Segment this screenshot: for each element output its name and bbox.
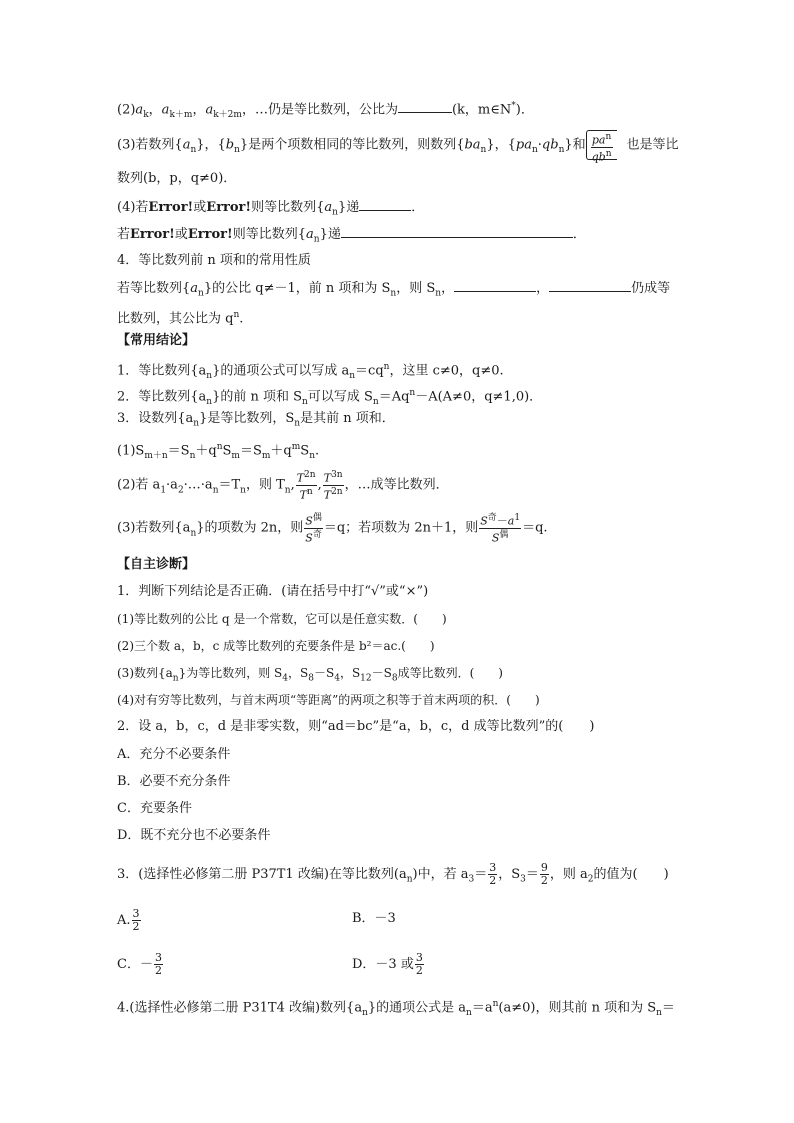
answer-blank[interactable] bbox=[398, 100, 452, 113]
diagnosis-title: 【自主诊断】 bbox=[117, 557, 196, 572]
section-4-line: 若等比数列$\{a_n\}$的公比 q≠－1，前 n 项和为 $S_n$，则 $S_n$， ， 仍成等 bbox=[117, 281, 671, 299]
question-3-option-d[interactable]: D．－3 或 $\frac{3}{2}$ bbox=[352, 951, 423, 977]
fraction: $\frac{S^偶}{S^奇}$ bbox=[305, 513, 322, 545]
question-1-item-4: (4)对有穷等比数列，与首末两项“等距离”的两项之积等于首末两项的积．( ) bbox=[117, 693, 540, 707]
error-text: Error! bbox=[206, 200, 252, 215]
section-4-title: 4．等比数列前 n 项和的常用性质 bbox=[117, 253, 311, 268]
question-2-option-b[interactable]: B．必要不充分条件 bbox=[117, 774, 231, 789]
question-1-item-1: (1)等比数列的公比 q 是一个常数，它可以是任意实数．( ) bbox=[117, 612, 447, 626]
fraction: $\frac{S^奇-a^1}{S^偶}$ bbox=[480, 513, 521, 545]
property-4-line: (4)若Error!或Error!则等比数列$\{a_n\}$递 ． bbox=[117, 200, 425, 218]
property-4-line-2: 若Error!或Error!则等比数列$\{a_n\}$递 ． bbox=[117, 227, 586, 245]
conclusion-1: 1．等比数列$\{a_n\}$的通项公式可以写成 $a_n=cq^n$，这里 c≠0，q≠0. bbox=[117, 362, 504, 381]
fraction: $\frac{T^{3n}}{T^{2n}}$ bbox=[323, 470, 343, 502]
error-text: Error! bbox=[130, 227, 175, 242]
fraction: $\frac{T^{2n}}{T^n}$ bbox=[296, 470, 316, 502]
property-2-line: $(2)a_k$，$a_{k+m}$，$a_{k+2m}$，…仍是等比数列，公比为 (k，m∈N*)． bbox=[117, 101, 534, 120]
property-3-line: (3)若数列$\{a_n\}$，$\{b_n\}$是两个项数相同的等比数列，则数列$\{ba_n\}$，$\{pa_n\cdot qb_n\}$和 $\frac{pa^n}{qb^n}$ 也是等比 bbox=[117, 132, 679, 164]
answer-blank[interactable] bbox=[549, 279, 631, 292]
fraction-brace: $\frac{pa^n}{qb^n}$ bbox=[586, 130, 617, 160]
answer-blank[interactable] bbox=[454, 279, 536, 292]
property-3-line-2: 数列(b，p，q≠0)． bbox=[117, 171, 237, 186]
question-3: 3．(选择性必修第二册 P37T1 改编)在等比数列$(a_n)$中，若 $a_3=$ $\frac{3}{2}$ ，$S_3=$ $\frac{9}{2}$ ，则 $a_2$的值为( ) bbox=[117, 861, 669, 887]
error-text: Error! bbox=[148, 200, 194, 215]
conclusion-3-3: (3)若数列$\{a_n\}$的项数为 2n，则 $\frac{S^偶}{S^奇}$ ＝q；若项数为 2n＋1，则 $\frac{S^奇-a^1}{S^偶}$ ＝q. bbox=[117, 513, 548, 545]
question-3-option-b[interactable]: B．－3 bbox=[352, 911, 396, 926]
fraction: $\frac{3}{2}$ bbox=[489, 861, 497, 887]
property-2-text: 仍是等比数列，公比为 bbox=[267, 102, 398, 118]
question-3-option-a[interactable]: A. $\frac{3}{2}$ bbox=[117, 907, 140, 933]
question-2: 2．设 a，b，c，d 是非零实数，则“ad＝bc”是“a，b，c，d 成等比数列”的( ) bbox=[117, 719, 595, 734]
answer-blank[interactable] bbox=[359, 198, 411, 211]
conclusion-3: 3．设数列$\{a_n\}$是等比数列，$S_n$是其前 n 项和． bbox=[117, 411, 395, 429]
question-1-item-2: (2)三个数 a，b，c 成等比数列的充要条件是 b²＝ac.( ) bbox=[117, 639, 435, 653]
error-text: Error! bbox=[187, 227, 233, 242]
question-1-item-3: (3)数列$\{a_n\}$为等比数列，则 $S_4$，$S_8-S_4$，$S_{12}-S_8$成等比数列．( ) bbox=[117, 666, 503, 684]
answer-blank[interactable] bbox=[341, 225, 573, 238]
property-2-tail: (k，m∈N bbox=[451, 102, 512, 118]
question-1: 1．判断下列结论是否正确．(请在括号中打“√”或“×”) bbox=[117, 584, 429, 599]
conclusions-title: 【常用结论】 bbox=[117, 333, 196, 348]
question-2-option-c[interactable]: C．充要条件 bbox=[117, 801, 192, 816]
question-3-option-c[interactable]: C．－ $\frac{3}{2}$ bbox=[117, 951, 162, 977]
section-4-line-2: 比数列，其公比为 $q^n$. bbox=[117, 310, 244, 327]
fraction: $\frac{9}{2}$ bbox=[540, 861, 548, 887]
property-2-prefix: (2) bbox=[117, 102, 136, 118]
question-4: 4.(选择性必修第二册 P31T4 改编)数列$\{a_n\}$的通项公式是 $a_n=a^n(a\ne 0)$，则其前 n 项和为 $S_n=$ bbox=[117, 999, 675, 1018]
question-2-option-a[interactable]: A．充分不必要条件 bbox=[117, 747, 231, 762]
conclusion-2: 2．等比数列$\{a_n\}$的前 n 项和 $S_n$可以写成 $S_n=Aq^n-A(A\ne 0$，q≠1,0)． bbox=[117, 388, 543, 407]
conclusion-3-2: (2)若 $a_1\cdot a_2\cdot\dots\cdot a_n=T_n$，则 $T_n$, $\frac{T^{2n}}{T^n}$ , $\frac{T^{3n}}{T^{2n}}$ ，…成等比数列． bbox=[117, 470, 449, 502]
question-2-option-d[interactable]: D．既不充分也不必要条件 bbox=[117, 828, 271, 843]
conclusion-3-1: $(1)S_{m+n}=S_n+q^nS_m=S_m+q^mS_n$. bbox=[117, 442, 320, 461]
